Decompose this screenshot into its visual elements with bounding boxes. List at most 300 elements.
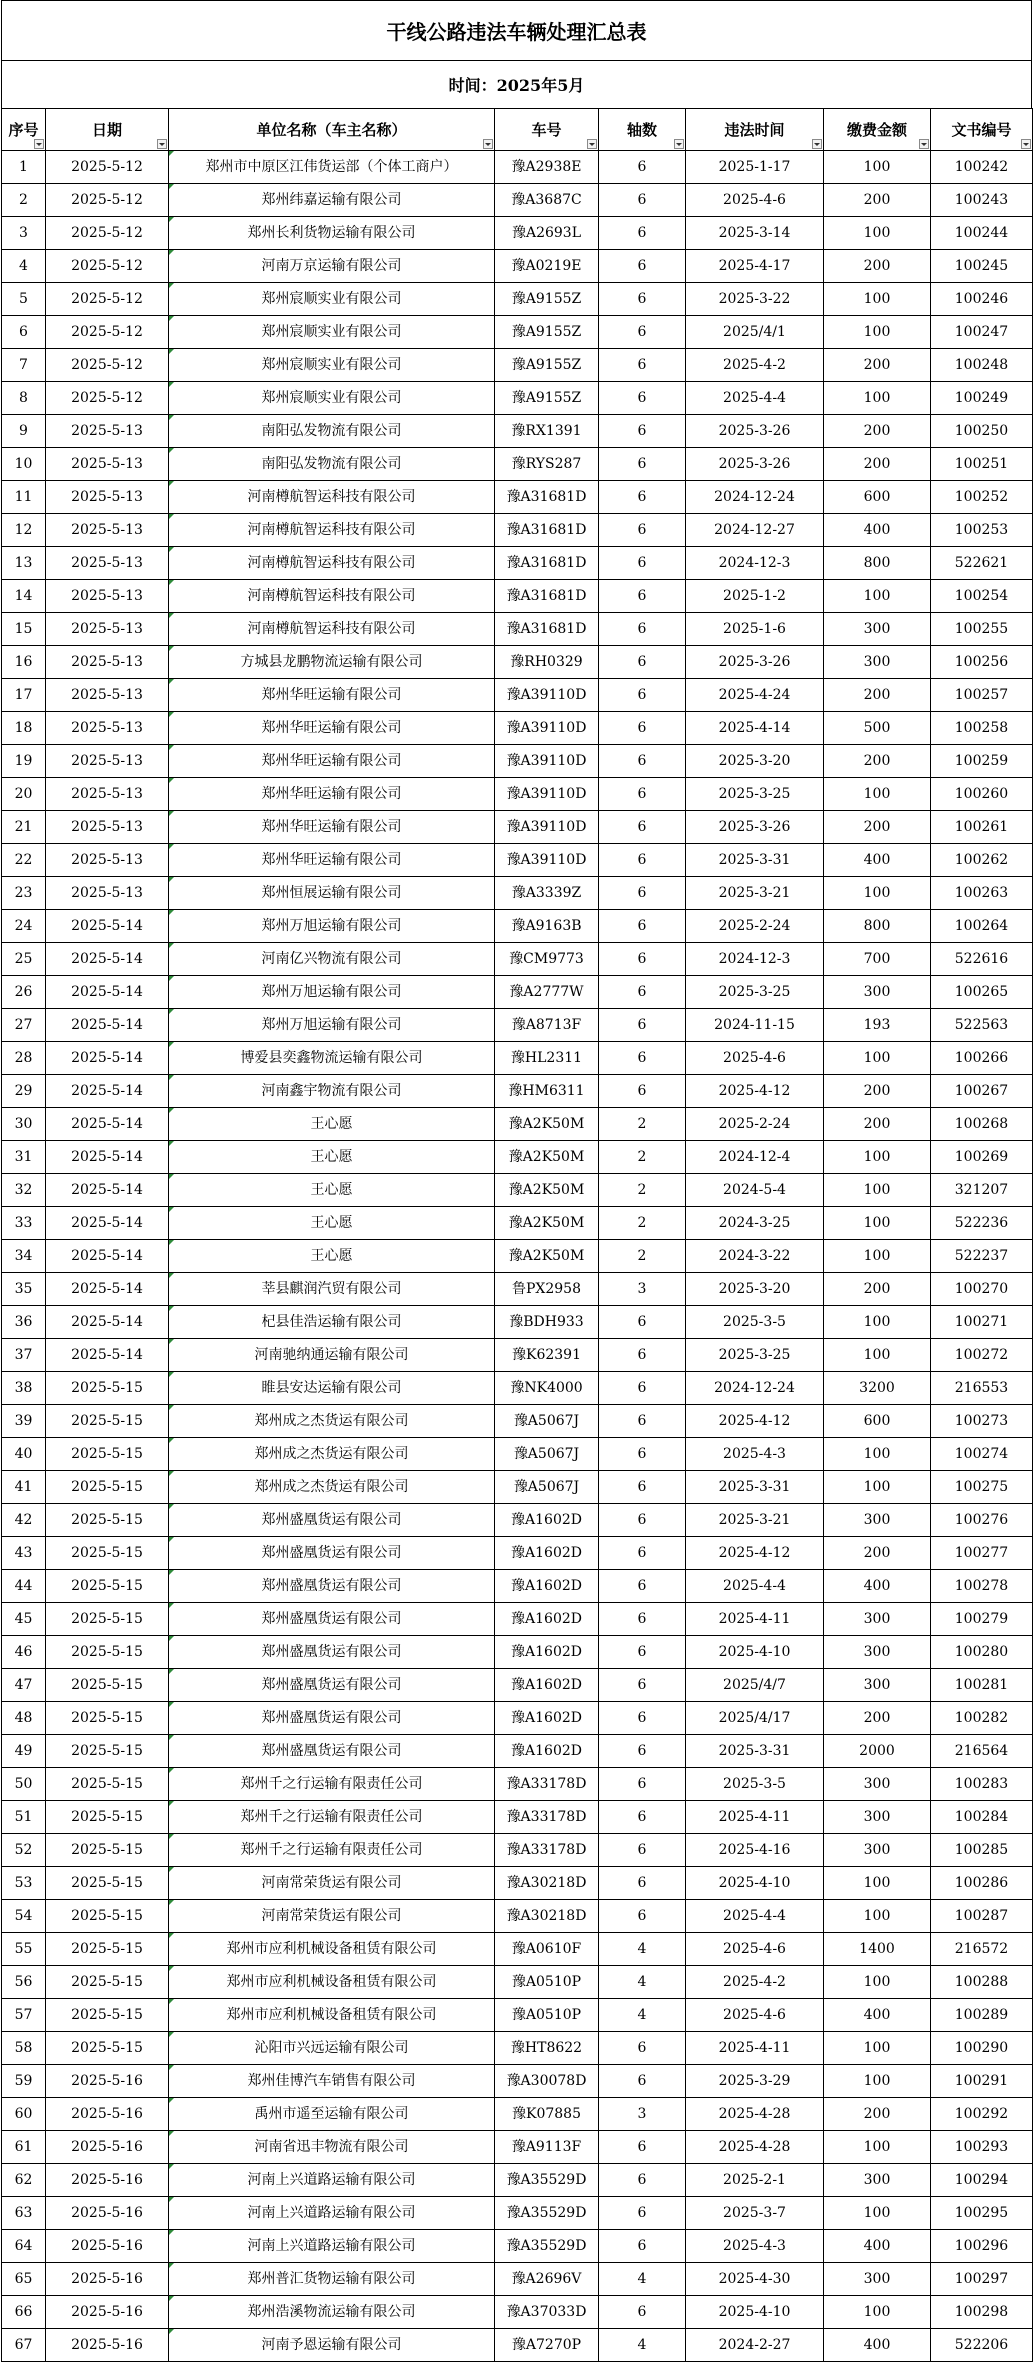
cell-date[interactable]: 2025-5-13 <box>46 646 169 679</box>
cell-doc-number[interactable]: 100266 <box>931 1042 1033 1075</box>
cell-violation-time[interactable]: 2025-4-11 <box>686 2032 824 2065</box>
cell-date[interactable]: 2025-5-13 <box>46 448 169 481</box>
cell-amount[interactable]: 100 <box>824 1141 931 1174</box>
cell-seq[interactable]: 28 <box>2 1042 46 1075</box>
cell-unit-name[interactable] <box>169 349 495 382</box>
cell-plate[interactable]: 豫A7270P <box>495 2329 599 2362</box>
cell-axles[interactable]: 6 <box>599 250 686 283</box>
cell-date[interactable]: 2025-5-15 <box>46 1405 169 1438</box>
cell-unit-name[interactable] <box>169 745 495 778</box>
cell-amount[interactable]: 200 <box>824 1075 931 1108</box>
cell-amount[interactable]: 200 <box>824 1537 931 1570</box>
cell-unit-name[interactable] <box>169 1405 495 1438</box>
cell-date[interactable]: 2025-5-14 <box>46 1009 169 1042</box>
cell-axles[interactable]: 6 <box>599 1438 686 1471</box>
cell-seq[interactable]: 62 <box>2 2164 46 2197</box>
cell-doc-number[interactable]: 522616 <box>931 943 1033 976</box>
cell-doc-number[interactable]: 100277 <box>931 1537 1033 1570</box>
cell-doc-number[interactable]: 100290 <box>931 2032 1033 2065</box>
cell-plate[interactable]: 豫A2938E <box>495 151 599 184</box>
cell-plate[interactable]: 豫A9163B <box>495 910 599 943</box>
cell-seq[interactable]: 6 <box>2 316 46 349</box>
cell-amount[interactable]: 3200 <box>824 1372 931 1405</box>
cell-axles[interactable]: 4 <box>599 2329 686 2362</box>
cell-doc-number[interactable]: 100265 <box>931 976 1033 1009</box>
cell-plate[interactable]: 豫K07885 <box>495 2098 599 2131</box>
cell-amount[interactable]: 200 <box>824 415 931 448</box>
cell-seq[interactable]: 35 <box>2 1273 46 1306</box>
cell-seq[interactable]: 61 <box>2 2131 46 2164</box>
cell-unit-name[interactable] <box>169 1504 495 1537</box>
cell-violation-time[interactable]: 2024-11-15 <box>686 1009 824 1042</box>
cell-violation-time[interactable]: 2025-4-6 <box>686 1933 824 1966</box>
cell-unit-name[interactable] <box>169 1471 495 1504</box>
cell-violation-time[interactable]: 2025/4/17 <box>686 1702 824 1735</box>
cell-unit-name[interactable] <box>169 1306 495 1339</box>
cell-plate[interactable]: 豫A0219E <box>495 250 599 283</box>
cell-seq[interactable]: 18 <box>2 712 46 745</box>
cell-axles[interactable]: 6 <box>599 1834 686 1867</box>
cell-amount[interactable]: 100 <box>824 1966 931 1999</box>
cell-seq[interactable]: 67 <box>2 2329 46 2362</box>
cell-doc-number[interactable]: 100264 <box>931 910 1033 943</box>
cell-doc-number[interactable]: 100263 <box>931 877 1033 910</box>
cell-plate[interactable]: 豫A9155Z <box>495 316 599 349</box>
cell-violation-time[interactable]: 2025-3-25 <box>686 778 824 811</box>
cell-violation-time[interactable]: 2025-3-5 <box>686 1768 824 1801</box>
cell-date[interactable]: 2025-5-13 <box>46 547 169 580</box>
cell-doc-number[interactable]: 100272 <box>931 1339 1033 1372</box>
cell-unit-name[interactable] <box>169 877 495 910</box>
cell-amount[interactable]: 100 <box>824 1174 931 1207</box>
cell-date[interactable]: 2025-5-14 <box>46 910 169 943</box>
cell-date[interactable]: 2025-5-14 <box>46 1042 169 1075</box>
cell-amount[interactable]: 100 <box>824 283 931 316</box>
cell-axles[interactable]: 3 <box>599 1273 686 1306</box>
cell-date[interactable]: 2025-5-13 <box>46 481 169 514</box>
cell-unit-name[interactable] <box>169 1207 495 1240</box>
cell-unit-name[interactable] <box>169 943 495 976</box>
cell-unit-name[interactable] <box>169 1801 495 1834</box>
cell-seq[interactable]: 19 <box>2 745 46 778</box>
cell-axles[interactable]: 6 <box>599 613 686 646</box>
cell-doc-number[interactable]: 100274 <box>931 1438 1033 1471</box>
cell-axles[interactable]: 6 <box>599 547 686 580</box>
cell-amount[interactable]: 100 <box>824 1438 931 1471</box>
cell-violation-time[interactable]: 2025-4-2 <box>686 1966 824 1999</box>
cell-unit-name[interactable] <box>169 1174 495 1207</box>
cell-plate[interactable]: 豫A31681D <box>495 547 599 580</box>
cell-seq[interactable]: 39 <box>2 1405 46 1438</box>
cell-seq[interactable]: 47 <box>2 1669 46 1702</box>
cell-unit-name[interactable] <box>169 613 495 646</box>
cell-seq[interactable]: 1 <box>2 151 46 184</box>
cell-amount[interactable]: 300 <box>824 1669 931 1702</box>
cell-unit-name[interactable] <box>169 1933 495 1966</box>
cell-plate[interactable]: 豫A9155Z <box>495 283 599 316</box>
cell-seq[interactable]: 7 <box>2 349 46 382</box>
cell-unit-name[interactable] <box>169 811 495 844</box>
cell-date[interactable]: 2025-5-15 <box>46 1966 169 1999</box>
cell-date[interactable]: 2025-5-16 <box>46 2065 169 2098</box>
cell-axles[interactable]: 6 <box>599 712 686 745</box>
filter-dropdown-icon[interactable] <box>919 139 929 149</box>
cell-amount[interactable]: 300 <box>824 1768 931 1801</box>
cell-plate[interactable]: 豫A2K50M <box>495 1141 599 1174</box>
cell-axles[interactable]: 6 <box>599 1603 686 1636</box>
cell-violation-time[interactable]: 2025-4-10 <box>686 2296 824 2329</box>
cell-amount[interactable]: 100 <box>824 1339 931 1372</box>
cell-unit-name[interactable] <box>169 976 495 1009</box>
cell-unit-name[interactable] <box>169 2065 495 2098</box>
cell-date[interactable]: 2025-5-15 <box>46 1669 169 1702</box>
cell-unit-name[interactable] <box>169 448 495 481</box>
cell-doc-number[interactable]: 100245 <box>931 250 1033 283</box>
cell-seq[interactable]: 66 <box>2 2296 46 2329</box>
cell-amount[interactable]: 100 <box>824 2197 931 2230</box>
cell-seq[interactable]: 27 <box>2 1009 46 1042</box>
cell-violation-time[interactable]: 2025-4-12 <box>686 1405 824 1438</box>
cell-date[interactable]: 2025-5-13 <box>46 679 169 712</box>
cell-unit-name[interactable] <box>169 2032 495 2065</box>
cell-plate[interactable]: 豫A1602D <box>495 1735 599 1768</box>
cell-seq[interactable]: 59 <box>2 2065 46 2098</box>
cell-date[interactable]: 2025-5-16 <box>46 2131 169 2164</box>
cell-doc-number[interactable]: 100247 <box>931 316 1033 349</box>
cell-amount[interactable]: 200 <box>824 448 931 481</box>
cell-violation-time[interactable]: 2025-1-17 <box>686 151 824 184</box>
cell-doc-number[interactable]: 100280 <box>931 1636 1033 1669</box>
cell-seq[interactable]: 54 <box>2 1900 46 1933</box>
cell-violation-time[interactable]: 2024-5-4 <box>686 1174 824 1207</box>
cell-plate[interactable]: 豫A2K50M <box>495 1240 599 1273</box>
cell-plate[interactable]: 豫A3339Z <box>495 877 599 910</box>
cell-violation-time[interactable]: 2025/4/7 <box>686 1669 824 1702</box>
cell-plate[interactable]: 豫A1602D <box>495 1603 599 1636</box>
cell-axles[interactable]: 4 <box>599 1999 686 2032</box>
cell-unit-name[interactable] <box>169 1735 495 1768</box>
cell-doc-number[interactable]: 100259 <box>931 745 1033 778</box>
cell-amount[interactable]: 300 <box>824 1504 931 1537</box>
cell-seq[interactable]: 33 <box>2 1207 46 1240</box>
cell-seq[interactable]: 4 <box>2 250 46 283</box>
cell-doc-number[interactable]: 100298 <box>931 2296 1033 2329</box>
cell-date[interactable]: 2025-5-16 <box>46 2263 169 2296</box>
cell-plate[interactable]: 鲁PX2958 <box>495 1273 599 1306</box>
cell-unit-name[interactable] <box>169 2197 495 2230</box>
filter-dropdown-icon[interactable] <box>1021 139 1031 149</box>
cell-seq[interactable]: 41 <box>2 1471 46 1504</box>
cell-doc-number[interactable]: 100273 <box>931 1405 1033 1438</box>
cell-date[interactable]: 2025-5-15 <box>46 1537 169 1570</box>
cell-plate[interactable]: 豫A2K50M <box>495 1207 599 1240</box>
cell-doc-number[interactable]: 100276 <box>931 1504 1033 1537</box>
cell-plate[interactable]: 豫A30218D <box>495 1900 599 1933</box>
cell-violation-time[interactable]: 2025-2-24 <box>686 910 824 943</box>
cell-axles[interactable]: 6 <box>599 151 686 184</box>
cell-seq[interactable]: 17 <box>2 679 46 712</box>
cell-plate[interactable]: 豫A8713F <box>495 1009 599 1042</box>
cell-date[interactable]: 2025-5-13 <box>46 514 169 547</box>
cell-doc-number[interactable]: 100275 <box>931 1471 1033 1504</box>
cell-axles[interactable]: 6 <box>599 1306 686 1339</box>
cell-plate[interactable]: 豫NK4000 <box>495 1372 599 1405</box>
cell-doc-number[interactable]: 100260 <box>931 778 1033 811</box>
cell-unit-name[interactable] <box>169 514 495 547</box>
cell-violation-time[interactable]: 2025/4/1 <box>686 316 824 349</box>
cell-unit-name[interactable] <box>169 679 495 712</box>
cell-plate[interactable]: 豫A1602D <box>495 1570 599 1603</box>
cell-axles[interactable]: 4 <box>599 2263 686 2296</box>
cell-amount[interactable]: 200 <box>824 2098 931 2131</box>
cell-date[interactable]: 2025-5-15 <box>46 1570 169 1603</box>
cell-amount[interactable]: 100 <box>824 778 931 811</box>
cell-unit-name[interactable] <box>169 1240 495 1273</box>
cell-date[interactable]: 2025-5-12 <box>46 184 169 217</box>
cell-axles[interactable]: 6 <box>599 514 686 547</box>
cell-seq[interactable]: 51 <box>2 1801 46 1834</box>
filter-dropdown-icon[interactable] <box>587 139 597 149</box>
cell-violation-time[interactable]: 2025-4-4 <box>686 382 824 415</box>
cell-amount[interactable]: 500 <box>824 712 931 745</box>
cell-unit-name[interactable] <box>169 2329 495 2362</box>
cell-plate[interactable]: 豫A33178D <box>495 1834 599 1867</box>
cell-doc-number[interactable]: 100243 <box>931 184 1033 217</box>
cell-plate[interactable]: 豫A39110D <box>495 679 599 712</box>
cell-violation-time[interactable]: 2025-4-11 <box>686 1603 824 1636</box>
cell-date[interactable]: 2025-5-13 <box>46 613 169 646</box>
cell-seq[interactable]: 8 <box>2 382 46 415</box>
cell-unit-name[interactable] <box>169 2230 495 2263</box>
cell-doc-number[interactable]: 100288 <box>931 1966 1033 1999</box>
cell-seq[interactable]: 36 <box>2 1306 46 1339</box>
cell-axles[interactable]: 6 <box>599 349 686 382</box>
cell-doc-number[interactable]: 100282 <box>931 1702 1033 1735</box>
cell-unit-name[interactable] <box>169 1339 495 1372</box>
cell-date[interactable]: 2025-5-13 <box>46 844 169 877</box>
cell-amount[interactable]: 300 <box>824 1603 931 1636</box>
cell-axles[interactable]: 6 <box>599 1867 686 1900</box>
cell-date[interactable]: 2025-5-14 <box>46 976 169 1009</box>
cell-plate[interactable]: 豫A2693L <box>495 217 599 250</box>
cell-unit-name[interactable] <box>169 1834 495 1867</box>
cell-amount[interactable]: 200 <box>824 745 931 778</box>
cell-amount[interactable]: 200 <box>824 349 931 382</box>
cell-seq[interactable]: 5 <box>2 283 46 316</box>
cell-axles[interactable]: 6 <box>599 1669 686 1702</box>
cell-violation-time[interactable]: 2025-4-4 <box>686 1900 824 1933</box>
cell-doc-number[interactable]: 100295 <box>931 2197 1033 2230</box>
cell-amount[interactable]: 200 <box>824 1273 931 1306</box>
cell-axles[interactable]: 2 <box>599 1240 686 1273</box>
cell-plate[interactable]: 豫HL2311 <box>495 1042 599 1075</box>
cell-seq[interactable]: 65 <box>2 2263 46 2296</box>
cell-violation-time[interactable]: 2025-3-5 <box>686 1306 824 1339</box>
cell-axles[interactable]: 2 <box>599 1207 686 1240</box>
cell-axles[interactable]: 6 <box>599 1636 686 1669</box>
cell-amount[interactable]: 400 <box>824 2329 931 2362</box>
cell-doc-number[interactable]: 100286 <box>931 1867 1033 1900</box>
cell-date[interactable]: 2025-5-16 <box>46 2164 169 2197</box>
cell-date[interactable]: 2025-5-15 <box>46 1801 169 1834</box>
cell-axles[interactable]: 4 <box>599 1933 686 1966</box>
cell-axles[interactable]: 6 <box>599 415 686 448</box>
cell-axles[interactable]: 6 <box>599 1009 686 1042</box>
cell-date[interactable]: 2025-5-15 <box>46 1504 169 1537</box>
cell-axles[interactable]: 6 <box>599 217 686 250</box>
cell-plate[interactable]: 豫A1602D <box>495 1669 599 1702</box>
cell-axles[interactable]: 6 <box>599 1702 686 1735</box>
cell-doc-number[interactable]: 100271 <box>931 1306 1033 1339</box>
cell-seq[interactable]: 2 <box>2 184 46 217</box>
cell-doc-number[interactable]: 522236 <box>931 1207 1033 1240</box>
cell-amount[interactable]: 100 <box>824 580 931 613</box>
cell-violation-time[interactable]: 2025-4-14 <box>686 712 824 745</box>
cell-doc-number[interactable]: 100252 <box>931 481 1033 514</box>
cell-axles[interactable]: 6 <box>599 877 686 910</box>
cell-date[interactable]: 2025-5-12 <box>46 349 169 382</box>
cell-date[interactable]: 2025-5-14 <box>46 943 169 976</box>
cell-plate[interactable]: 豫A0610F <box>495 1933 599 1966</box>
cell-seq[interactable]: 20 <box>2 778 46 811</box>
cell-amount[interactable]: 300 <box>824 976 931 1009</box>
cell-doc-number[interactable]: 100285 <box>931 1834 1033 1867</box>
cell-unit-name[interactable] <box>169 1966 495 1999</box>
cell-violation-time[interactable]: 2025-4-12 <box>686 1537 824 1570</box>
cell-unit-name[interactable] <box>169 415 495 448</box>
cell-date[interactable]: 2025-5-15 <box>46 1834 169 1867</box>
cell-seq[interactable]: 43 <box>2 1537 46 1570</box>
cell-axles[interactable]: 6 <box>599 910 686 943</box>
cell-unit-name[interactable] <box>169 481 495 514</box>
cell-axles[interactable]: 2 <box>599 1108 686 1141</box>
cell-date[interactable]: 2025-5-15 <box>46 1471 169 1504</box>
cell-plate[interactable]: 豫A9113F <box>495 2131 599 2164</box>
cell-date[interactable]: 2025-5-13 <box>46 580 169 613</box>
cell-axles[interactable]: 6 <box>599 2164 686 2197</box>
cell-seq[interactable]: 11 <box>2 481 46 514</box>
cell-violation-time[interactable]: 2025-1-6 <box>686 613 824 646</box>
cell-amount[interactable]: 200 <box>824 679 931 712</box>
cell-date[interactable]: 2025-5-15 <box>46 2032 169 2065</box>
cell-doc-number[interactable]: 100278 <box>931 1570 1033 1603</box>
cell-date[interactable]: 2025-5-14 <box>46 1108 169 1141</box>
cell-plate[interactable]: 豫A30218D <box>495 1867 599 1900</box>
cell-doc-number[interactable]: 100250 <box>931 415 1033 448</box>
cell-plate[interactable]: 豫CM9773 <box>495 943 599 976</box>
cell-violation-time[interactable]: 2024-12-4 <box>686 1141 824 1174</box>
cell-violation-time[interactable]: 2025-4-2 <box>686 349 824 382</box>
cell-violation-time[interactable]: 2025-4-24 <box>686 679 824 712</box>
cell-seq[interactable]: 23 <box>2 877 46 910</box>
cell-plate[interactable]: 豫A1602D <box>495 1702 599 1735</box>
cell-amount[interactable]: 400 <box>824 844 931 877</box>
cell-unit-name[interactable] <box>169 2263 495 2296</box>
cell-amount[interactable]: 100 <box>824 1867 931 1900</box>
cell-violation-time[interactable]: 2025-3-31 <box>686 844 824 877</box>
cell-unit-name[interactable] <box>169 1768 495 1801</box>
cell-axles[interactable]: 6 <box>599 1042 686 1075</box>
cell-doc-number[interactable]: 522237 <box>931 1240 1033 1273</box>
cell-seq[interactable]: 58 <box>2 2032 46 2065</box>
cell-violation-time[interactable]: 2025-3-31 <box>686 1471 824 1504</box>
cell-axles[interactable]: 6 <box>599 2296 686 2329</box>
cell-violation-time[interactable]: 2024-12-24 <box>686 481 824 514</box>
cell-unit-name[interactable] <box>169 217 495 250</box>
cell-violation-time[interactable]: 2025-3-7 <box>686 2197 824 2230</box>
cell-violation-time[interactable]: 2025-2-24 <box>686 1108 824 1141</box>
cell-plate[interactable]: 豫A39110D <box>495 811 599 844</box>
cell-doc-number[interactable]: 100262 <box>931 844 1033 877</box>
cell-plate[interactable]: 豫A39110D <box>495 844 599 877</box>
cell-date[interactable]: 2025-5-15 <box>46 1999 169 2032</box>
cell-axles[interactable]: 6 <box>599 580 686 613</box>
cell-amount[interactable]: 100 <box>824 382 931 415</box>
cell-doc-number[interactable]: 100279 <box>931 1603 1033 1636</box>
cell-doc-number[interactable]: 100287 <box>931 1900 1033 1933</box>
cell-unit-name[interactable] <box>169 1438 495 1471</box>
cell-seq[interactable]: 32 <box>2 1174 46 1207</box>
cell-unit-name[interactable] <box>169 250 495 283</box>
cell-amount[interactable]: 100 <box>824 2131 931 2164</box>
cell-date[interactable]: 2025-5-16 <box>46 2098 169 2131</box>
cell-axles[interactable]: 2 <box>599 1141 686 1174</box>
cell-seq[interactable]: 60 <box>2 2098 46 2131</box>
cell-violation-time[interactable]: 2025-4-16 <box>686 1834 824 1867</box>
cell-unit-name[interactable] <box>169 2164 495 2197</box>
cell-amount[interactable]: 100 <box>824 217 931 250</box>
cell-date[interactable]: 2025-5-16 <box>46 2230 169 2263</box>
cell-amount[interactable]: 100 <box>824 1471 931 1504</box>
cell-doc-number[interactable]: 100254 <box>931 580 1033 613</box>
cell-violation-time[interactable]: 2024-12-24 <box>686 1372 824 1405</box>
cell-violation-time[interactable]: 2024-12-3 <box>686 547 824 580</box>
cell-plate[interactable]: 豫K62391 <box>495 1339 599 1372</box>
cell-unit-name[interactable] <box>169 1042 495 1075</box>
cell-seq[interactable]: 53 <box>2 1867 46 1900</box>
cell-doc-number[interactable]: 522563 <box>931 1009 1033 1042</box>
cell-amount[interactable]: 100 <box>824 1306 931 1339</box>
cell-doc-number[interactable]: 100249 <box>931 382 1033 415</box>
cell-seq[interactable]: 37 <box>2 1339 46 1372</box>
cell-axles[interactable]: 6 <box>599 646 686 679</box>
filter-dropdown-icon[interactable] <box>157 139 167 149</box>
cell-doc-number[interactable]: 100294 <box>931 2164 1033 2197</box>
cell-doc-number[interactable]: 216572 <box>931 1933 1033 1966</box>
cell-amount[interactable]: 100 <box>824 1042 931 1075</box>
cell-amount[interactable]: 300 <box>824 2263 931 2296</box>
cell-plate[interactable]: 豫HM6311 <box>495 1075 599 1108</box>
cell-amount[interactable]: 800 <box>824 547 931 580</box>
cell-seq[interactable]: 21 <box>2 811 46 844</box>
cell-axles[interactable]: 6 <box>599 283 686 316</box>
cell-violation-time[interactable]: 2025-2-1 <box>686 2164 824 2197</box>
cell-date[interactable]: 2025-5-15 <box>46 1438 169 1471</box>
cell-seq[interactable]: 56 <box>2 1966 46 1999</box>
cell-date[interactable]: 2025-5-14 <box>46 1141 169 1174</box>
cell-seq[interactable]: 13 <box>2 547 46 580</box>
cell-amount[interactable]: 100 <box>824 2296 931 2329</box>
cell-doc-number[interactable]: 100281 <box>931 1669 1033 1702</box>
cell-seq[interactable]: 30 <box>2 1108 46 1141</box>
cell-unit-name[interactable] <box>169 1636 495 1669</box>
cell-doc-number[interactable]: 100293 <box>931 2131 1033 2164</box>
cell-seq[interactable]: 22 <box>2 844 46 877</box>
cell-plate[interactable]: 豫RYS287 <box>495 448 599 481</box>
filter-dropdown-icon[interactable] <box>483 139 493 149</box>
cell-violation-time[interactable]: 2025-4-6 <box>686 184 824 217</box>
cell-amount[interactable]: 600 <box>824 1405 931 1438</box>
